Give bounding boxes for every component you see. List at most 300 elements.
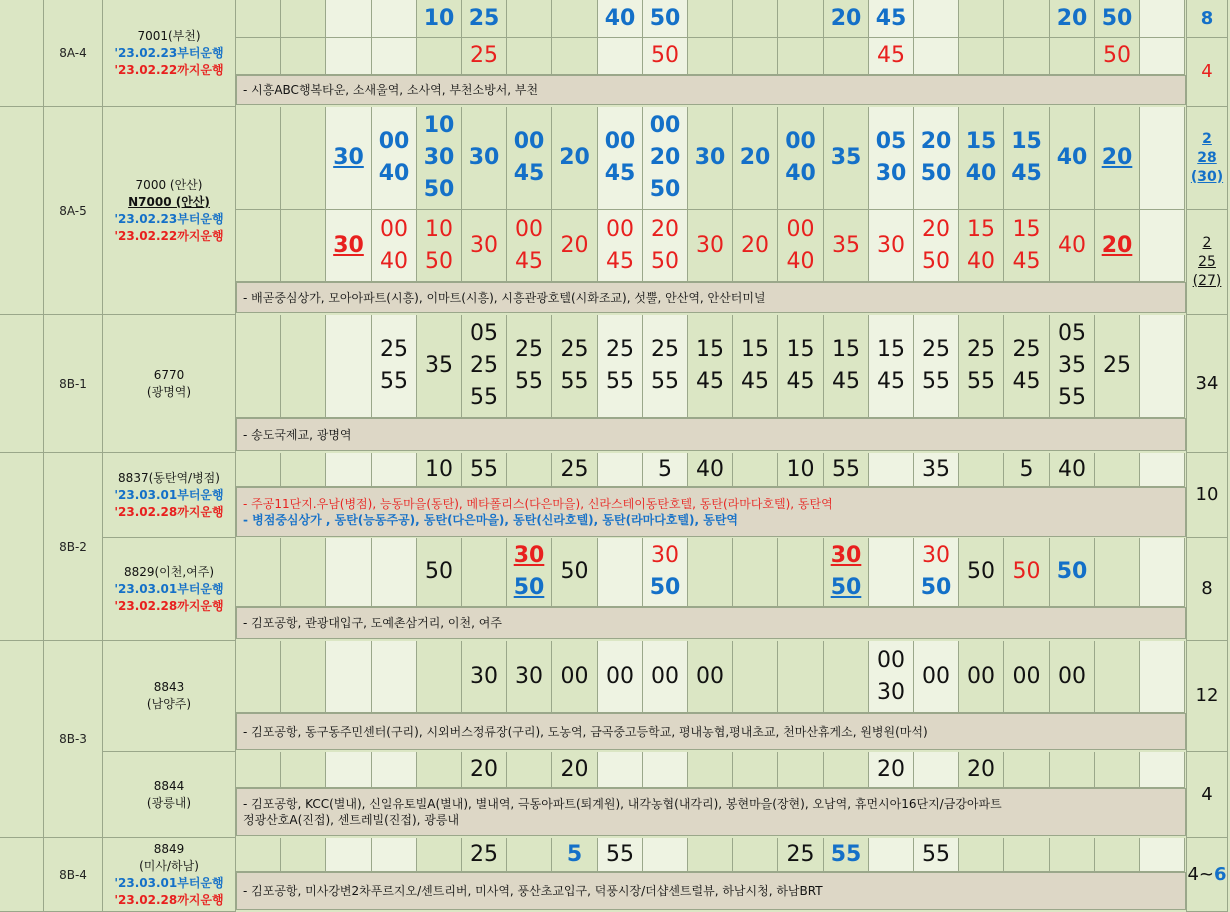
time-cell	[326, 210, 372, 282]
trip-count-value: 6	[1214, 863, 1227, 885]
time-cell	[778, 315, 824, 418]
trip-count-value: 8	[1200, 7, 1214, 29]
time-cell	[824, 315, 869, 418]
time-cell	[372, 315, 417, 418]
time-cell	[281, 315, 326, 418]
time-cell	[281, 38, 326, 75]
time-cell	[507, 838, 552, 872]
trip-count-value: 4~	[1187, 863, 1214, 885]
departure-minute: 5	[566, 841, 583, 867]
time-cell	[598, 315, 643, 418]
departure-minute: 25	[468, 5, 500, 31]
daily-trip-count	[1186, 315, 1228, 453]
departure-minute: 50	[513, 575, 545, 600]
departure-minute: 15	[696, 337, 724, 362]
route-code: 8A-5	[44, 107, 103, 315]
time-cell	[326, 538, 372, 607]
time-cell	[1095, 107, 1140, 210]
time-cell	[552, 315, 598, 418]
time-cell	[688, 0, 733, 38]
departure-minute: 50	[425, 559, 453, 584]
departure-minute: 25	[470, 841, 498, 867]
time-cell	[778, 0, 824, 38]
time-cell	[778, 838, 824, 872]
time-cell	[959, 315, 1004, 418]
departure-minute: 25	[380, 337, 408, 362]
gutter-cell	[0, 641, 44, 838]
daily-trip-count	[1186, 210, 1228, 315]
departure-minute: 10	[786, 456, 815, 482]
time-cell	[1140, 641, 1185, 713]
departure-minute: 50	[649, 177, 681, 202]
stop-list-note	[236, 75, 1186, 105]
departure-minute: 00	[560, 663, 589, 689]
departure-minute: 45	[1011, 161, 1042, 186]
time-cell	[1140, 752, 1185, 788]
time-cell	[824, 107, 869, 210]
time-cell	[733, 210, 778, 282]
departure-minute: 55	[830, 841, 862, 867]
route-line: 8844	[153, 778, 185, 793]
route-line: (광릉내)	[146, 795, 192, 810]
route-line: '23.02.22까지운행	[114, 62, 224, 77]
route-code: 8B-4	[44, 838, 103, 912]
time-cell	[1050, 0, 1095, 38]
departure-minute: 15	[786, 337, 815, 362]
time-cell	[959, 453, 1004, 487]
time-cell	[1095, 641, 1140, 713]
time-cell	[733, 107, 778, 210]
departure-minute: 05	[470, 321, 498, 346]
time-cell	[869, 752, 914, 788]
time-cell	[1050, 38, 1095, 75]
time-cell	[914, 0, 959, 38]
departure-minute: 40	[378, 161, 410, 186]
time-cell	[688, 641, 733, 713]
departure-minute: 55	[606, 369, 634, 394]
route-line: (남양주)	[146, 697, 192, 711]
departure-minute: 50	[920, 575, 952, 600]
time-cell	[462, 210, 507, 282]
time-cell	[1004, 0, 1050, 38]
time-cell	[598, 38, 643, 75]
time-cell	[462, 838, 507, 872]
time-cell	[326, 838, 372, 872]
stop-list-note	[236, 872, 1186, 910]
departure-minute: 50	[1056, 559, 1088, 584]
route-info	[103, 0, 236, 107]
time-cell	[236, 641, 281, 713]
time-cell	[1050, 752, 1095, 788]
time-cell	[1004, 38, 1050, 75]
departure-minute: 15	[967, 216, 995, 242]
time-cell	[326, 453, 372, 487]
route-line: (광명역)	[146, 384, 192, 399]
departure-minute: 30	[877, 679, 905, 705]
departure-minute: 20	[559, 145, 590, 170]
trip-count-value: 8	[1201, 578, 1213, 599]
time-cell	[552, 838, 598, 872]
stop-list-line: 정광산호A(진접), 센트레빌(진접), 광릉내	[243, 813, 460, 827]
time-cell	[643, 107, 688, 210]
time-cell	[372, 107, 417, 210]
trip-count-value: (27)	[1192, 272, 1222, 289]
time-cell	[552, 641, 598, 713]
trip-count-value: 28	[1197, 149, 1217, 166]
time-cell	[824, 453, 869, 487]
stop-list-note	[236, 487, 1186, 537]
gutter-cell	[0, 315, 44, 453]
departure-minute: 30	[333, 232, 364, 258]
departure-minute: 55	[515, 369, 543, 394]
departure-minute: 35	[922, 456, 950, 482]
time-cell	[869, 210, 914, 282]
time-cell	[733, 38, 778, 75]
departure-minute: 30	[470, 663, 498, 689]
stop-list-line: - 송도국제교, 광명역	[243, 427, 352, 442]
time-cell	[733, 838, 778, 872]
departure-minute: 20	[1101, 145, 1133, 170]
stop-list-note	[236, 713, 1186, 750]
time-cell	[1095, 0, 1140, 38]
route-line: 7000 (안산)	[135, 177, 203, 192]
trip-count-value: 10	[1195, 484, 1219, 505]
route-line: 8829(이천,여주)	[123, 564, 215, 579]
departure-minute: 15	[832, 337, 860, 362]
departure-minute: 40	[604, 5, 636, 31]
trip-count-value: 2	[1202, 234, 1212, 251]
time-cell	[507, 538, 552, 607]
departure-minute: 55	[1058, 385, 1086, 410]
route-line: '23.03.01부터운행	[114, 581, 224, 596]
route-code: 8B-1	[44, 315, 103, 453]
departure-minute: 00	[922, 663, 950, 689]
time-cell	[1095, 838, 1140, 872]
time-cell	[1004, 453, 1050, 487]
departure-minute: 00	[785, 129, 816, 154]
departure-minute: 00	[515, 216, 543, 242]
time-cell	[733, 0, 778, 38]
departure-minute: 50	[830, 575, 862, 600]
departure-minute: 45	[786, 369, 815, 394]
departure-minute: 50	[1101, 5, 1133, 31]
trip-count-value: (30)	[1190, 168, 1224, 185]
time-cell	[281, 210, 326, 282]
departure-minute: 00	[967, 663, 995, 689]
time-cell	[778, 538, 824, 607]
stop-list-line: - 김포공항, 관광대입구, 도예촌삼거리, 이천, 여주	[243, 616, 502, 630]
time-cell	[417, 453, 462, 487]
departure-minute: 45	[741, 369, 769, 394]
time-cell	[959, 38, 1004, 75]
time-cell	[236, 38, 281, 75]
route-line: '23.03.01부터운행	[114, 487, 224, 502]
daily-trip-count	[1186, 107, 1228, 210]
time-cell	[914, 453, 959, 487]
trip-count-value: 12	[1195, 685, 1219, 706]
route-line: '23.02.28까지운행	[114, 598, 224, 613]
time-cell	[688, 38, 733, 75]
time-cell	[824, 752, 869, 788]
time-cell	[643, 453, 688, 487]
trip-count-value: 2	[1202, 130, 1212, 147]
time-cell	[643, 210, 688, 282]
time-cell	[1140, 0, 1185, 38]
departure-minute: 30	[694, 145, 726, 170]
departure-minute: 30	[470, 232, 498, 258]
time-cell	[462, 315, 507, 418]
route-line: '23.02.28까지운행	[114, 504, 224, 519]
time-cell	[959, 641, 1004, 713]
departure-minute: 00	[1058, 663, 1086, 689]
departure-minute: 25	[515, 337, 543, 362]
departure-minute: 50	[920, 161, 952, 186]
departure-minute: 20	[739, 145, 771, 170]
time-cell	[598, 0, 643, 38]
time-cell	[824, 838, 869, 872]
departure-minute: 45	[875, 5, 907, 31]
time-cell	[733, 641, 778, 713]
departure-minute: 30	[696, 232, 724, 258]
departure-minute: 25	[560, 337, 589, 362]
departure-minute: 20	[560, 756, 589, 782]
time-cell	[417, 838, 462, 872]
time-cell	[417, 107, 462, 210]
time-cell	[372, 538, 417, 607]
time-cell	[372, 0, 417, 38]
departure-minute: 55	[832, 456, 860, 482]
time-cell	[688, 538, 733, 607]
stop-list-line: - 김포공항, 동구동주민센터(구리), 시외버스정류장(구리), 도농역, 금곡중고등학교, 평내농협,평내초교, 천마산휴게소, 원병원(마석)	[243, 724, 928, 739]
time-cell	[1050, 641, 1095, 713]
time-cell	[643, 0, 688, 38]
time-cell	[1004, 641, 1050, 713]
time-cell	[1050, 453, 1095, 487]
time-cell	[326, 752, 372, 788]
departure-minute: 00	[606, 663, 634, 689]
departure-minute: 40	[967, 248, 995, 274]
departure-minute: 25	[651, 337, 679, 362]
time-cell	[733, 752, 778, 788]
stop-list-line: - 병점중심상가 , 동탄(능동주공), 동탄(다은마을), 동탄(신라호텔), 동탄(라마다호텔), 동탄역	[243, 513, 739, 527]
departure-minute: 25	[1012, 337, 1041, 362]
time-cell	[824, 641, 869, 713]
time-cell	[1095, 453, 1140, 487]
time-cell	[1004, 838, 1050, 872]
time-cell	[1095, 38, 1140, 75]
time-cell	[552, 107, 598, 210]
departure-minute: 00	[696, 663, 724, 689]
time-cell	[552, 752, 598, 788]
time-cell	[824, 38, 869, 75]
time-cell	[733, 453, 778, 487]
departure-minute: 25	[1103, 353, 1131, 378]
departure-minute: 25	[560, 456, 589, 482]
departure-minute: 50	[651, 43, 679, 68]
departure-minute: 05	[875, 129, 907, 154]
time-cell	[281, 0, 326, 38]
departure-minute: 30	[333, 145, 364, 170]
time-cell	[869, 838, 914, 872]
time-cell	[959, 210, 1004, 282]
time-cell	[462, 0, 507, 38]
departure-minute: 25	[470, 43, 498, 68]
departure-minute: 10	[425, 456, 453, 482]
departure-minute: 30	[651, 543, 679, 568]
route-line: '23.02.22까지운행	[114, 228, 224, 243]
departure-minute: 20	[922, 216, 950, 242]
departure-minute: 00	[786, 216, 815, 242]
departure-minute: 20	[1101, 232, 1133, 258]
time-cell	[462, 641, 507, 713]
departure-minute: 30	[922, 543, 950, 568]
route-line: '23.02.23부터운행	[114, 45, 224, 60]
time-cell	[326, 38, 372, 75]
departure-minute: 40	[785, 161, 816, 186]
departure-minute: 35	[1058, 353, 1086, 378]
time-cell	[688, 752, 733, 788]
departure-minute: 25	[922, 337, 950, 362]
departure-minute: 15	[1011, 129, 1042, 154]
departure-minute: 30	[515, 663, 543, 689]
time-cell	[417, 538, 462, 607]
departure-minute: 00	[877, 647, 905, 673]
time-cell	[1140, 453, 1185, 487]
time-cell	[598, 538, 643, 607]
time-cell	[281, 538, 326, 607]
departure-minute: 10	[423, 113, 455, 138]
time-cell	[1050, 838, 1095, 872]
time-cell	[1140, 538, 1185, 607]
departure-minute: 00	[378, 129, 410, 154]
daily-trip-count	[1186, 538, 1228, 641]
departure-minute: 40	[1056, 145, 1088, 170]
time-cell	[462, 538, 507, 607]
route-code: 8A-4	[44, 0, 103, 107]
time-cell	[1050, 210, 1095, 282]
time-cell	[281, 107, 326, 210]
time-cell	[1140, 315, 1185, 418]
time-cell	[281, 453, 326, 487]
time-cell	[326, 107, 372, 210]
time-cell	[914, 752, 959, 788]
departure-minute: 55	[606, 841, 634, 867]
route-code: 8B-3	[44, 641, 103, 838]
time-cell	[372, 641, 417, 713]
time-cell	[326, 0, 372, 38]
time-cell	[824, 0, 869, 38]
time-cell	[1050, 315, 1095, 418]
time-cell	[1004, 315, 1050, 418]
time-cell	[1140, 838, 1185, 872]
departure-minute: 50	[651, 248, 679, 274]
time-cell	[643, 38, 688, 75]
route-info	[103, 752, 236, 838]
time-cell	[643, 838, 688, 872]
departure-minute: 50	[560, 559, 589, 584]
route-line: '23.03.01부터운행	[114, 875, 224, 890]
time-cell	[1140, 38, 1185, 75]
time-cell	[778, 38, 824, 75]
departure-minute: 30	[877, 232, 905, 258]
time-cell	[281, 641, 326, 713]
departure-minute: 20	[741, 232, 769, 258]
time-cell	[462, 453, 507, 487]
departure-minute: 45	[877, 43, 905, 68]
departure-minute: 15	[1012, 216, 1041, 242]
departure-minute: 45	[606, 248, 634, 274]
time-cell	[643, 641, 688, 713]
route-line: 6770	[153, 367, 185, 382]
time-cell	[959, 838, 1004, 872]
departure-minute: 50	[967, 559, 995, 584]
departure-minute: 55	[470, 456, 498, 482]
departure-minute: 55	[967, 369, 995, 394]
time-cell	[462, 107, 507, 210]
departure-minute: 35	[830, 145, 862, 170]
time-cell	[281, 838, 326, 872]
time-cell	[236, 210, 281, 282]
time-cell	[552, 0, 598, 38]
departure-minute: 5	[658, 456, 672, 482]
daily-trip-count	[1186, 453, 1228, 538]
departure-minute: 45	[1012, 369, 1041, 394]
time-cell	[1004, 210, 1050, 282]
departure-minute: 15	[741, 337, 769, 362]
departure-minute: 15	[877, 337, 905, 362]
departure-minute: 50	[423, 177, 455, 202]
daily-trip-count	[1186, 752, 1228, 838]
time-cell	[914, 641, 959, 713]
time-cell	[236, 453, 281, 487]
time-cell	[688, 838, 733, 872]
route-info	[103, 838, 236, 912]
time-cell	[417, 752, 462, 788]
departure-minute: 25	[470, 353, 498, 378]
departure-minute: 30	[875, 161, 907, 186]
departure-minute: 40	[1058, 232, 1086, 258]
departure-minute: 30	[830, 543, 862, 568]
stop-list-note	[236, 282, 1186, 313]
time-cell	[598, 210, 643, 282]
time-cell	[507, 453, 552, 487]
route-info	[103, 538, 236, 641]
departure-minute: 55	[560, 369, 589, 394]
departure-minute: 00	[604, 129, 636, 154]
time-cell	[824, 538, 869, 607]
gutter-cell	[0, 838, 44, 912]
route-line: N7000 (안산)	[128, 194, 210, 209]
departure-minute: 40	[696, 456, 724, 482]
time-cell	[417, 0, 462, 38]
time-cell	[372, 752, 417, 788]
time-cell	[959, 0, 1004, 38]
stop-list-line: - 배곧중심상가, 모아아파트(시흥), 이마트(시흥), 시흥관광호텔(시화조교), 섯뿔, 안산역, 안산터미널	[243, 290, 766, 305]
daily-trip-count	[1186, 641, 1228, 752]
time-cell	[598, 838, 643, 872]
departure-minute: 25	[606, 337, 634, 362]
departure-minute: 55	[922, 841, 950, 867]
time-cell	[236, 0, 281, 38]
departure-minute: 20	[560, 232, 589, 258]
departure-minute: 20	[470, 756, 498, 782]
departure-minute: 10	[425, 216, 453, 242]
stop-list-note	[236, 607, 1186, 639]
time-cell	[372, 453, 417, 487]
daily-trip-count	[1186, 38, 1228, 107]
time-cell	[417, 38, 462, 75]
departure-minute: 45	[604, 161, 636, 186]
